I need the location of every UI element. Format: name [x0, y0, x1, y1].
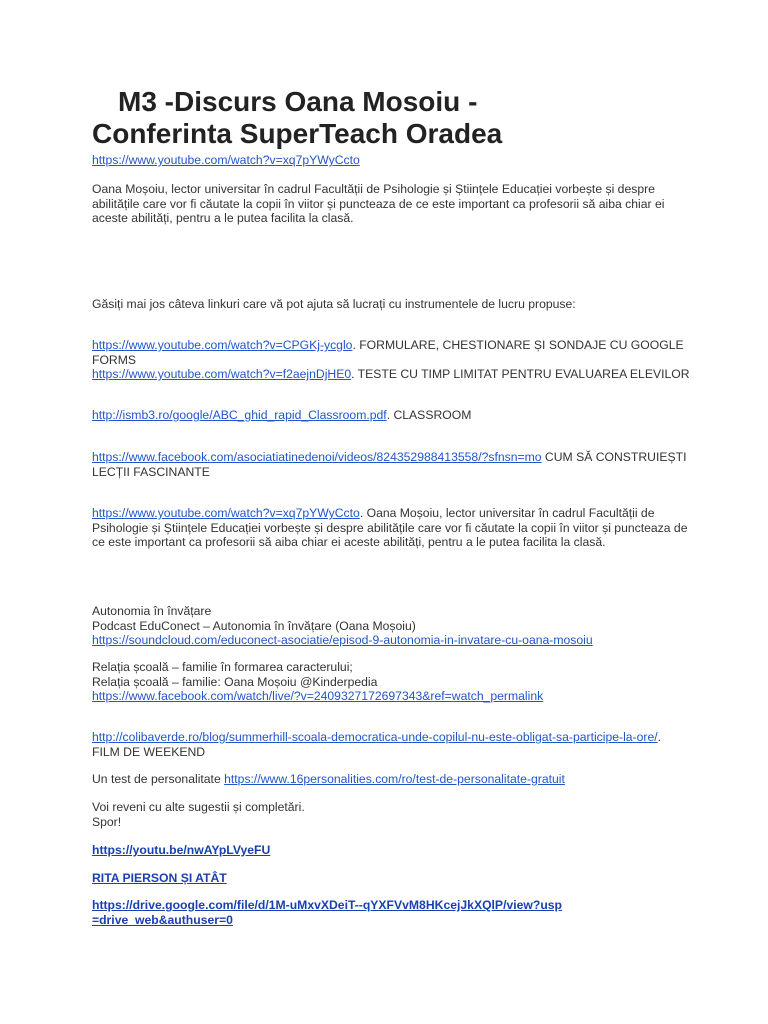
list-item — [92, 367, 692, 382]
timed-tests-label: . TESTE CU TIMP LIMITAT PENTRU EVALUAREA ELEVILOR — [351, 367, 690, 381]
list-item — [92, 730, 692, 759]
list-item — [92, 450, 692, 479]
list-item — [92, 898, 562, 927]
school-family-section — [92, 660, 692, 704]
facebook-video-link[interactable]: https://www.facebook.com/asociatiatinedenoi/videos/824352988413558/?sfnsn=mo — [92, 450, 542, 464]
intro-paragraph: Oana Moșoiu, lector universitar în cadrul Facultății de Psihologie și Științele Educației vorbește și despre abilitățile care vor fi căutate la copii în viitor și puncteaza de ce este important ca profesorii să aiba chiar ei aceste abilități, pentru a le putea facilita la clasă. — [92, 182, 665, 225]
school-family-subtitle: Relația școală – familie: Oana Moșoiu @Kinderpedia — [92, 674, 378, 689]
soundcloud-link[interactable]: https://soundcloud.com/educonect-asociatie/episod-9-autonomia-in-invatare-cu-oana-mosoiu — [92, 633, 593, 647]
google-drive-link[interactable]: https://drive.google.com/file/d/1M-uMxvXDeiT--qYXFVvM8HKcejJkXQlP/view?usp=drive_web&authuser=0 — [92, 898, 562, 927]
title-line-2: Conferinta SuperTeach Oradea — [92, 118, 503, 149]
list-item — [92, 506, 692, 550]
autonomy-subtitle: Podcast EduConect – Autonomia în învățare (Oana Moșoiu) — [92, 618, 416, 633]
autonomy-title: Autonomia în învățare — [92, 604, 212, 618]
fascinating-lessons-label: CUM SĂ CONSTRUIEȘTI LECȚII FASCINANTE — [92, 450, 687, 479]
google-forms-label: . FORMULARE, CHESTIONARE ȘI SONDAJE CU GOOGLE FORMS — [92, 338, 684, 367]
links-intro-paragraph: Găsiți mai jos câteva linkuri care vă pot ajuta să lucrați cu instrumentele de lucru propuse: — [92, 297, 576, 311]
intro-link-block — [92, 153, 692, 168]
list-item — [92, 338, 692, 367]
closing-section — [92, 800, 692, 829]
personality-test-link[interactable]: https://www.16personalities.com/ro/test-de-personalitate-gratuit — [224, 772, 565, 786]
list-item — [92, 871, 692, 886]
closing-line-1: Voi reveni cu alte sugestii și completări. — [92, 800, 305, 814]
list-item — [92, 772, 692, 787]
title-line-1: M3 -Discurs Oana Mosoiu - — [118, 86, 478, 117]
speech-video-link[interactable]: https://www.youtube.com/watch?v=xq7pYWyCcto — [92, 506, 360, 520]
summerhill-blog-link[interactable]: http://colibaverde.ro/blog/summerhill-scoala-democratica-unde-copilul-nu-este-obligat-sa-participe-la-ore/ — [92, 730, 658, 744]
speech-description: . Oana Moșoiu, lector universitar în cadrul Facultății de Psihologie și Științele Educației vorbește și despre abilitățile care vor fi căutate la copii în viitor și puncteaza de ce este important ca profesorii să aiba chiar ei aceste abilități, pentru a le putea facilita la clasă. — [92, 506, 688, 549]
weekend-film-label: . FILM DE WEEKEND — [92, 730, 662, 759]
school-family-title: Relația școală – familie în formarea caracterului; — [92, 660, 353, 674]
rita-pierson-link[interactable]: RITA PIERSON ȘI ATÂT — [92, 871, 227, 885]
classroom-guide-link[interactable]: http://ismb3.ro/google/ABC_ghid_rapid_Classroom.pdf — [92, 408, 387, 422]
google-forms-link[interactable]: https://www.youtube.com/watch?v=CPGKj-ycglo — [92, 338, 353, 352]
classroom-label: . CLASSROOM — [386, 408, 472, 422]
timed-tests-link[interactable]: https://www.youtube.com/watch?v=f2aejnDjHE0 — [92, 367, 352, 381]
facebook-live-link[interactable]: https://www.facebook.com/watch/live/?v=2409327172697343&ref=watch_permalink — [92, 689, 544, 703]
list-item — [92, 408, 692, 423]
personality-test-label: Un test de personalitate — [92, 772, 225, 786]
list-item — [92, 843, 692, 858]
intro-video-link[interactable]: https://www.youtube.com/watch?v=xq7pYWyCcto — [92, 153, 360, 167]
page-title — [92, 86, 692, 150]
closing-line-2: Spor! — [92, 814, 122, 829]
autonomy-section — [92, 604, 692, 648]
youtube-short-link[interactable]: https://youtu.be/nwAYpLVyeFU — [92, 843, 271, 857]
